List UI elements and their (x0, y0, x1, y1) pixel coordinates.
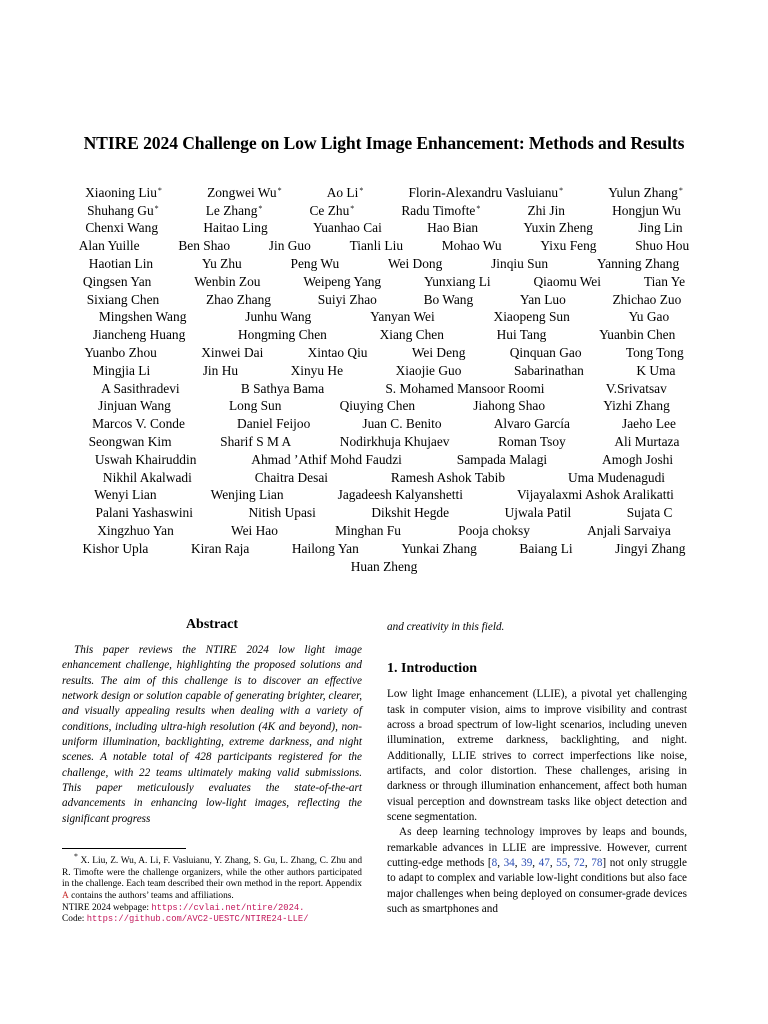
organizer-marker: * (277, 185, 282, 195)
author-name: Palani Yashaswini (95, 505, 193, 521)
author-name: Xiaoning Liu* (85, 184, 162, 200)
author-name: Huan Zheng (350, 558, 418, 574)
author-name: Vijayalaxmi Ashok Aralikatti (517, 487, 674, 503)
intro-p2-start: As deep learning technology improves by leaps and bounds, remarkable advances in LLIE are impressive. However, current cutting-edge methods [ (387, 826, 687, 870)
author-name: Jiahong Shao (473, 398, 546, 414)
appendix-link[interactable]: A (62, 890, 69, 901)
author-name: Uswah Khairuddin (94, 451, 197, 467)
author-name: Suiyi Zhao (317, 291, 377, 307)
code-link[interactable]: https://github.com/AVC2-UESTC/NTIRE24-LLE/ (86, 914, 309, 925)
abstract-heading: Abstract (185, 617, 239, 632)
author-name: Yuanhao Cai (313, 220, 382, 236)
author-name: Jiancheng Huang (92, 327, 186, 343)
author-name: Zhi Jin (527, 202, 566, 218)
citation-link[interactable]: 34 (503, 857, 515, 870)
author-name: Shuhang Gu* (87, 202, 159, 218)
author-name: Ujwala Patil (504, 505, 572, 521)
author-name: Zhao Zhang (205, 291, 272, 307)
author-name: Jagadeesh Kalyanshetti (337, 487, 463, 503)
author-name: Wenyi Lian (94, 487, 157, 503)
author-name: Mohao Wu (441, 238, 502, 254)
author-name: Tian Ye (643, 273, 686, 289)
author-name: Xinyu He (290, 362, 344, 378)
author-row (40, 451, 728, 469)
author-name: Bo Wang (423, 291, 474, 307)
author-name: Dikshit Hegde (371, 505, 450, 521)
author-name: Hailong Yan (291, 540, 359, 556)
author-name: Uma Mudenagudi (567, 469, 666, 485)
author-name: Zongwei Wu* (207, 184, 282, 200)
author-row (40, 184, 728, 202)
author-name: Yunxiang Li (424, 273, 491, 289)
author-name: Xingzhuo Yan (97, 523, 174, 539)
footnote-organizers (62, 851, 362, 903)
author-row (40, 344, 728, 362)
author-name: Xintao Qiu (307, 345, 368, 361)
intro-paragraph-1: Low light Image enhancement (LLIE), a pivotal yet challenging task in computer vision, aims to improve visibility and contrast across a broad spectrum of low-light scenarios, including uneven illumination, extreme darkness, backlighting, and night. Additionally, LLIE strives to correct imperfections like noise, artifacts, and color distortion. These challenges, arising in darkness or through illumination enhancement, affect both human visual perception and downstream tasks like object detection and scene segmentation. (387, 688, 687, 824)
intro-paragraph-2 (387, 825, 687, 917)
author-name: Jinjuan Wang (98, 398, 171, 414)
author-name: Ben Shao (178, 238, 231, 254)
author-name: Nodirkhuja Khujaev (339, 434, 450, 450)
author-name: Ao Li* (326, 184, 364, 200)
author-name: Mingshen Wang (98, 309, 187, 325)
author-name: Weipeng Yang (303, 273, 382, 289)
abstract-continued: and creativity in this field. (387, 621, 505, 633)
author-name: Haitao Ling (203, 220, 268, 236)
author-name: Sujata C (626, 505, 673, 521)
author-row (40, 415, 728, 433)
author-name: Qiaomu Wei (533, 273, 601, 289)
footnote-text: X. Liu, Z. Wu, A. Li, F. Vasluianu, Y. Zhang, S. Gu, L. Zhang, C. Zhu and R. Timofte were the challenge organizers, while the other authors participated in the challenge. Each team described their own method in the report. Appendix (62, 856, 363, 890)
author-row (40, 487, 728, 505)
author-name: Hongjun Wu (612, 202, 681, 218)
author-row (40, 433, 728, 451)
author-name: Qinquan Gao (509, 345, 582, 361)
webpage-label: NTIRE 2024 webpage: (62, 902, 149, 913)
intro-p2-end: ] not only struggle to adapt to complex and variable low-light conditions but also face major challenges when being deployed on consumer-grade devices such as smartphones and (387, 857, 688, 916)
author-name: Baiang Li (519, 540, 573, 556)
author-name: Yu Gao (628, 309, 670, 325)
introduction-heading: 1. Introduction (387, 661, 477, 677)
footnotes (62, 851, 362, 926)
author-name: Pooja choksy (458, 523, 530, 539)
author-name: Radu Timofte* (401, 202, 481, 218)
author-name: Junhu Wang (245, 309, 312, 325)
organizer-marker: * (559, 185, 564, 195)
author-name: Kishor Upla (82, 540, 149, 556)
author-name: Chaitra Desai (254, 469, 328, 485)
author-name: Minghan Fu (335, 523, 401, 539)
author-list (40, 184, 728, 576)
author-name: Xiang Chen (379, 327, 444, 343)
author-name: Qiuying Chen (339, 398, 416, 414)
author-name: Xinwei Dai (201, 345, 264, 361)
citation-link[interactable]: 72 (573, 857, 585, 870)
author-name: Xiaopeng Sun (493, 309, 570, 325)
author-name: Yuanbin Chen (599, 327, 676, 343)
author-row (40, 469, 728, 487)
author-name: Jinqiu Sun (491, 256, 549, 272)
author-name: Anjali Sarvaiya (587, 523, 671, 539)
author-row (40, 380, 728, 398)
author-name: Yu Zhu (201, 256, 242, 272)
code-label: Code: (62, 914, 85, 925)
author-name: Yan Luo (519, 291, 566, 307)
author-name: Wei Dong (387, 256, 443, 272)
author-row (40, 309, 728, 327)
author-row (40, 558, 728, 576)
author-name: Ahmad ’Athif Mohd Faudzi (251, 451, 402, 467)
author-name: B Sathya Bama (240, 380, 325, 396)
author-name: Jin Guo (268, 238, 311, 254)
author-name: Haotian Lin (88, 256, 154, 272)
author-name: Alvaro García (493, 416, 570, 432)
left-column (62, 614, 362, 827)
author-name: A Sasithradevi (101, 380, 180, 396)
author-name: Jaeho Lee (621, 416, 676, 432)
citation-list: 8, 34, 39, 47, 55, 72, 78 (491, 857, 603, 870)
author-row (40, 220, 728, 238)
author-name: Ce Zhu* (309, 202, 355, 218)
author-row (40, 291, 728, 309)
author-name: Yunkai Zhang (401, 540, 477, 556)
author-name: Roman Tsoy (498, 434, 566, 450)
author-row (40, 522, 728, 540)
author-name: Hao Bian (427, 220, 479, 236)
organizer-marker: * (157, 185, 162, 195)
author-name: Le Zhang* (205, 202, 263, 218)
author-name: Marcos V. Conde (92, 416, 185, 432)
author-name: Tong Tong (625, 345, 684, 361)
author-row (40, 362, 728, 380)
author-row (40, 326, 728, 344)
author-name: Amogh Joshi (602, 451, 674, 467)
organizer-marker: * (154, 203, 159, 213)
author-name: Ramesh Ashok Tabib (390, 469, 506, 485)
author-row (40, 202, 728, 220)
author-name: Sharif S M A (220, 434, 292, 450)
organizer-marker: * (258, 203, 263, 213)
author-row (40, 540, 728, 558)
author-name: Mingjia Li (92, 362, 151, 378)
author-name: S. Mohamed Mansoor Roomi (385, 380, 545, 396)
paper-title: NTIRE 2024 Challenge on Low Light Image Enhancement: Methods and Results (83, 133, 685, 153)
organizer-marker: * (359, 185, 364, 195)
author-name: Hui Tang (496, 327, 547, 343)
author-name: Yuanbo Zhou (84, 345, 157, 361)
author-name: Wei Hao (231, 523, 278, 539)
author-name: Jingyi Zhang (615, 540, 686, 556)
author-name: Sampada Malagi (456, 451, 548, 467)
footnote-tail: contains the authors’ teams and affiliations. (71, 890, 234, 901)
author-name: Juan C. Benito (362, 416, 442, 432)
citation-link[interactable]: 55 (556, 857, 568, 870)
author-name: Xiaojie Guo (395, 362, 462, 378)
author-name: Kiran Raja (190, 540, 250, 556)
author-name: Nikhil Akalwadi (102, 469, 192, 485)
author-name: Peng Wu (290, 256, 340, 272)
author-name: Yuxin Zheng (523, 220, 593, 236)
author-row (40, 273, 728, 291)
citation-link[interactable]: 47 (538, 857, 550, 870)
author-name: Alan Yuille (78, 238, 140, 254)
author-name: Yanyan Wei (370, 309, 435, 325)
footnote-marker: * (74, 852, 78, 861)
author-name: Chenxi Wang (85, 220, 159, 236)
organizer-marker: * (678, 185, 683, 195)
author-name: Yixu Feng (540, 238, 597, 254)
author-name: Yulun Zhang* (608, 184, 683, 200)
author-name: Seongwan Kim (88, 434, 172, 450)
author-row (40, 237, 728, 255)
author-row (40, 255, 728, 273)
citation-link[interactable]: 8 (491, 857, 498, 870)
author-name: Qingsen Yan (82, 273, 152, 289)
abstract-text: This paper reviews the NTIRE 2024 low light image enhancement challenge, highlighting the proposed solutions and results. The aim of this challenge is to discover an effective network design or solution capable of generating brighter, clearer, and visually appealing results when dealing with a variety of conditions, including ultra-high resolution (4K and beyond), non-uniform illumination, backlighting, extreme darkness, and night scenes. A notable total of 428 participants registered for the challenge, with 22 teams ultimately making valid submissions. This paper meticulously evaluates the state-of-the-art advancements in enhancing low-light images, reflecting the significant progress (62, 644, 362, 825)
author-name: Sixiang Chen (86, 291, 160, 307)
author-name: Shuo Hou (635, 238, 690, 254)
citation-link[interactable]: 78 (591, 857, 603, 870)
footnote-code (62, 914, 362, 926)
author-name: Long Sun (229, 398, 282, 414)
author-name: Ali Murtaza (614, 434, 680, 450)
citation-link[interactable]: 39 (521, 857, 533, 870)
organizer-marker: * (350, 203, 355, 213)
author-name: Yizhi Zhang (603, 398, 670, 414)
author-name: Nitish Upasi (248, 505, 316, 521)
webpage-link[interactable]: https://cvlai.net/ntire/2024. (151, 902, 305, 913)
author-name: Daniel Feijoo (237, 416, 311, 432)
author-row (40, 398, 728, 416)
author-name: Tianli Liu (349, 238, 404, 254)
author-name: Zhichao Zuo (612, 291, 682, 307)
author-name: Yanning Zhang (596, 256, 680, 272)
author-name: Jing Lin (638, 220, 683, 236)
author-name: Sabarinathan (513, 362, 584, 378)
author-name: Hongming Chen (237, 327, 327, 343)
footnote-rule (62, 848, 186, 849)
author-name: Wei Deng (411, 345, 466, 361)
author-name: Wenbin Zou (194, 273, 261, 289)
author-name: Jin Hu (202, 362, 239, 378)
author-name: K Uma (636, 362, 676, 378)
right-column (387, 614, 687, 918)
author-name: Florin-Alexandru Vasluianu* (408, 184, 564, 200)
author-row (40, 504, 728, 522)
organizer-marker: * (476, 203, 481, 213)
footnote-webpage (62, 903, 362, 915)
author-name: Wenjing Lian (210, 487, 284, 503)
author-name: V.Srivatsav (605, 380, 667, 396)
